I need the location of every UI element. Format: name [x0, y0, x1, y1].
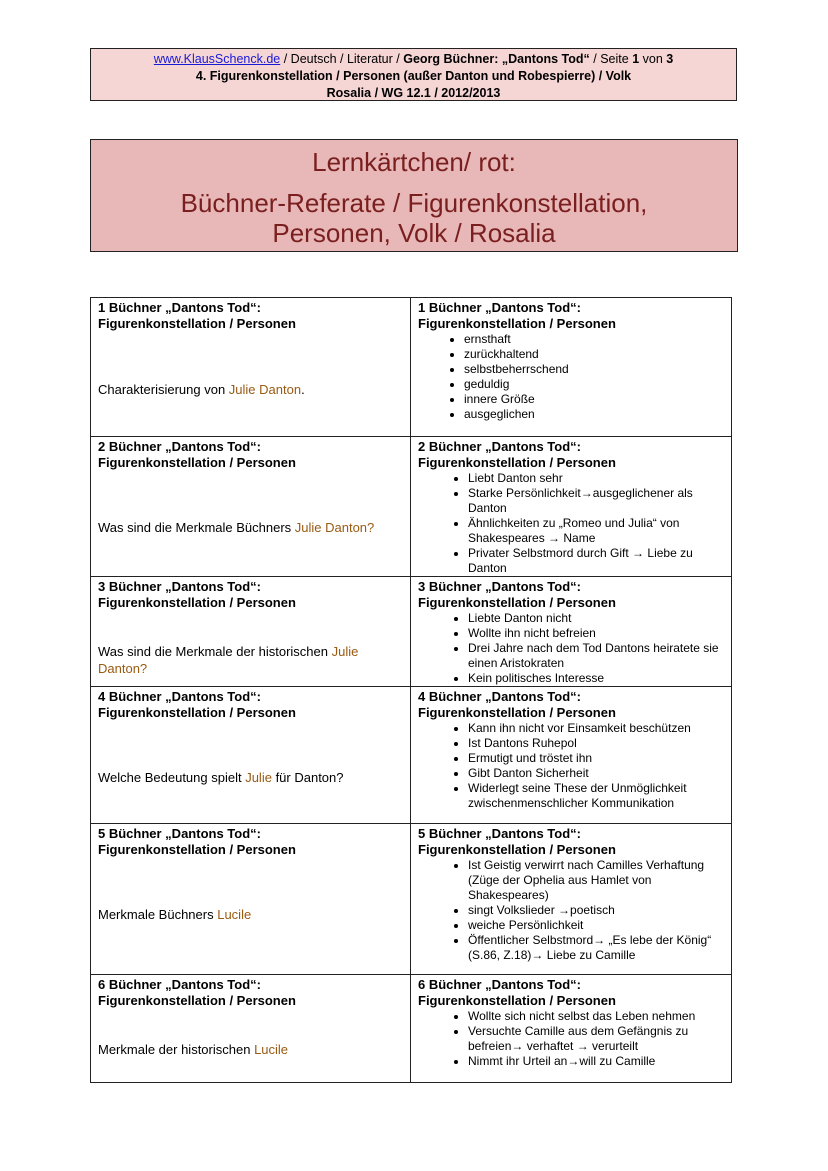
answer-item: • ausgeglichen — [464, 407, 724, 422]
answer-item: • geduldig — [464, 377, 724, 392]
answer-item: • innere Größe — [464, 392, 724, 407]
header-line-2: 4. Figurenkonstellation / Personen (außer Danton und Robespierre) / Volk — [195, 69, 632, 83]
card-heading: 6 Büchner „Dantons Tod“: — [418, 977, 581, 992]
answer-list — [418, 858, 724, 963]
card-heading: Figurenkonstellation / Personen — [418, 595, 616, 610]
answer-item: • singt Volkslieder →poetisch — [468, 903, 724, 918]
answer-cell — [411, 577, 732, 687]
card-heading: 4 Büchner „Dantons Tod“: — [418, 689, 581, 704]
page-current: 1 — [632, 52, 640, 66]
question-cell — [91, 577, 411, 687]
answer-list — [418, 471, 724, 576]
answer-item: • Ist Dantons Ruhepol — [468, 736, 724, 751]
question-cell — [91, 437, 411, 577]
card-heading: 5 Büchner „Dantons Tod“: — [418, 826, 581, 841]
question-fragment: für Danton? — [271, 770, 344, 785]
answer-item: • Wollte sich nicht selbst das Leben nehmen — [468, 1009, 724, 1024]
question-fragment: Merkmale Büchners — [98, 907, 218, 922]
question-text — [98, 519, 403, 536]
answer-item: • Liebt Danton sehr — [468, 471, 724, 486]
answer-item: • Liebte Danton nicht — [468, 611, 724, 626]
answer-item: • Ähnlichkeiten zu „Romeo und Julia“ von Shakespeares → Name — [468, 516, 724, 546]
question-fragment: Was sind die Merkmale Büchners — [98, 520, 295, 535]
site-link[interactable]: www.KlausSchenck.de — [153, 52, 281, 66]
card-heading: Figurenkonstellation / Personen — [98, 993, 296, 1008]
question-text — [98, 906, 403, 923]
question-fragment: Charakterisierung von — [98, 382, 229, 397]
answer-item: • Drei Jahre nach dem Tod Dantons heiratete sie einen Aristokraten — [468, 641, 724, 671]
flashcard-row — [91, 437, 732, 577]
title-line-2: Büchner-Referate / Figurenkonstellation, — [180, 188, 648, 218]
answer-item: • Gibt Danton Sicherheit — [468, 766, 724, 781]
card-heading: 6 Büchner „Dantons Tod“: — [98, 977, 261, 992]
question-text — [98, 1041, 403, 1058]
card-heading: 2 Büchner „Dantons Tod“: — [98, 439, 261, 454]
page-total: 3 — [666, 52, 674, 66]
answer-cell — [411, 824, 732, 975]
flashcard-row — [91, 824, 732, 975]
card-heading: Figurenkonstellation / Personen — [98, 705, 296, 720]
header-line-1 — [91, 51, 736, 68]
answer-item: • Versuchte Camille aus dem Gefängnis zu befreien→ verhaftet → verurteilt — [468, 1024, 724, 1054]
answer-cell — [411, 437, 732, 577]
page-label: / Seite — [589, 52, 633, 66]
answer-cell — [411, 975, 732, 1083]
title-line-1: Lernkärtchen/ rot: — [312, 147, 516, 177]
answer-item: • Kein politisches Interesse — [468, 671, 724, 686]
answer-cell — [411, 687, 732, 824]
card-heading: 2 Büchner „Dantons Tod“: — [418, 439, 581, 454]
card-heading: Figurenkonstellation / Personen — [418, 705, 616, 720]
answer-item: • Ermutigt und tröstet ihn — [468, 751, 724, 766]
header-line-3: Rosalia / WG 12.1 / 2012/2013 — [326, 86, 501, 100]
card-heading: Figurenkonstellation / Personen — [418, 316, 616, 331]
question-cell — [91, 824, 411, 975]
question-text — [98, 381, 403, 398]
card-heading: 3 Büchner „Dantons Tod“: — [418, 579, 581, 594]
card-heading: Figurenkonstellation / Personen — [418, 842, 616, 857]
answer-item: • Starke Persönlichkeit→ausgeglichener als Danton — [468, 486, 724, 516]
flashcard-row — [91, 298, 732, 437]
flashcard-row — [91, 687, 732, 824]
answer-item: • Öffentlicher Selbstmord→ „Es lebe der König“ (S.86, Z.18)→ Liebe zu Camille — [468, 933, 724, 963]
answer-item: • selbstbeherrschend — [464, 362, 724, 377]
question-cell — [91, 298, 411, 437]
answer-list — [418, 1009, 724, 1069]
card-heading: Figurenkonstellation / Personen — [98, 455, 296, 470]
question-fragment: Was sind die Merkmale der historischen — [98, 644, 332, 659]
card-heading: Figurenkonstellation / Personen — [418, 455, 616, 470]
answer-item: • zurückhaltend — [464, 347, 724, 362]
answer-item: • Nimmt ihr Urteil an→will zu Camille — [468, 1054, 724, 1069]
card-heading: Figurenkonstellation / Personen — [98, 316, 296, 331]
highlighted-name: Lucile — [217, 907, 252, 922]
card-heading: 1 Büchner „Dantons Tod“: — [98, 300, 261, 315]
header-path: / Deutsch / Literatur / — [280, 52, 404, 66]
work-title: Georg Büchner: „Dantons Tod“ — [403, 52, 590, 66]
question-text — [98, 769, 403, 786]
page-header — [90, 48, 737, 101]
highlighted-name: Julie Danton? — [98, 644, 359, 676]
card-heading: 4 Büchner „Dantons Tod“: — [98, 689, 261, 704]
answer-list — [418, 611, 724, 686]
answer-list — [418, 332, 724, 422]
answer-item: • weiche Persönlichkeit — [468, 918, 724, 933]
card-heading: 5 Büchner „Dantons Tod“: — [98, 826, 261, 841]
flashcard-table — [90, 297, 732, 1083]
answer-item: • Ist Geistig verwirrt nach Camilles Verhaftung (Züge der Ophelia aus Hamlet von Shakespeares) — [468, 858, 724, 903]
title-box — [90, 139, 738, 252]
highlighted-name: Lucile — [254, 1042, 289, 1057]
question-fragment: Welche Bedeutung spielt — [98, 770, 246, 785]
highlighted-name: Julie Danton? — [294, 520, 375, 535]
title-line-3: Personen, Volk / Rosalia — [272, 218, 556, 248]
flashcard-row — [91, 975, 732, 1083]
answer-item: • Kann ihn nicht vor Einsamkeit beschützen — [468, 721, 724, 736]
answer-item: • Privater Selbstmord durch Gift → Liebe zu Danton — [468, 546, 724, 576]
question-text — [98, 643, 403, 677]
question-cell — [91, 687, 411, 824]
card-heading: Figurenkonstellation / Personen — [98, 842, 296, 857]
flashcard-row — [91, 577, 732, 687]
card-heading: 1 Büchner „Dantons Tod“: — [418, 300, 581, 315]
card-heading: Figurenkonstellation / Personen — [418, 993, 616, 1008]
card-heading: Figurenkonstellation / Personen — [98, 595, 296, 610]
page-of: von — [639, 52, 667, 66]
card-heading: 3 Büchner „Dantons Tod“: — [98, 579, 261, 594]
question-cell — [91, 975, 411, 1083]
question-fragment: Merkmale der historischen — [98, 1042, 255, 1057]
answer-item: • Widerlegt seine These der Unmöglichkeit zwischenmenschlicher Kommunikation — [468, 781, 724, 811]
answer-item: • ernsthaft — [464, 332, 724, 347]
title-lines — [91, 188, 737, 248]
answer-cell — [411, 298, 732, 437]
highlighted-name: Julie — [245, 770, 272, 785]
highlighted-name: Julie Danton — [228, 382, 302, 397]
answer-list — [418, 721, 724, 811]
answer-item: • Wollte ihn nicht befreien — [468, 626, 724, 641]
question-fragment: . — [301, 382, 305, 397]
